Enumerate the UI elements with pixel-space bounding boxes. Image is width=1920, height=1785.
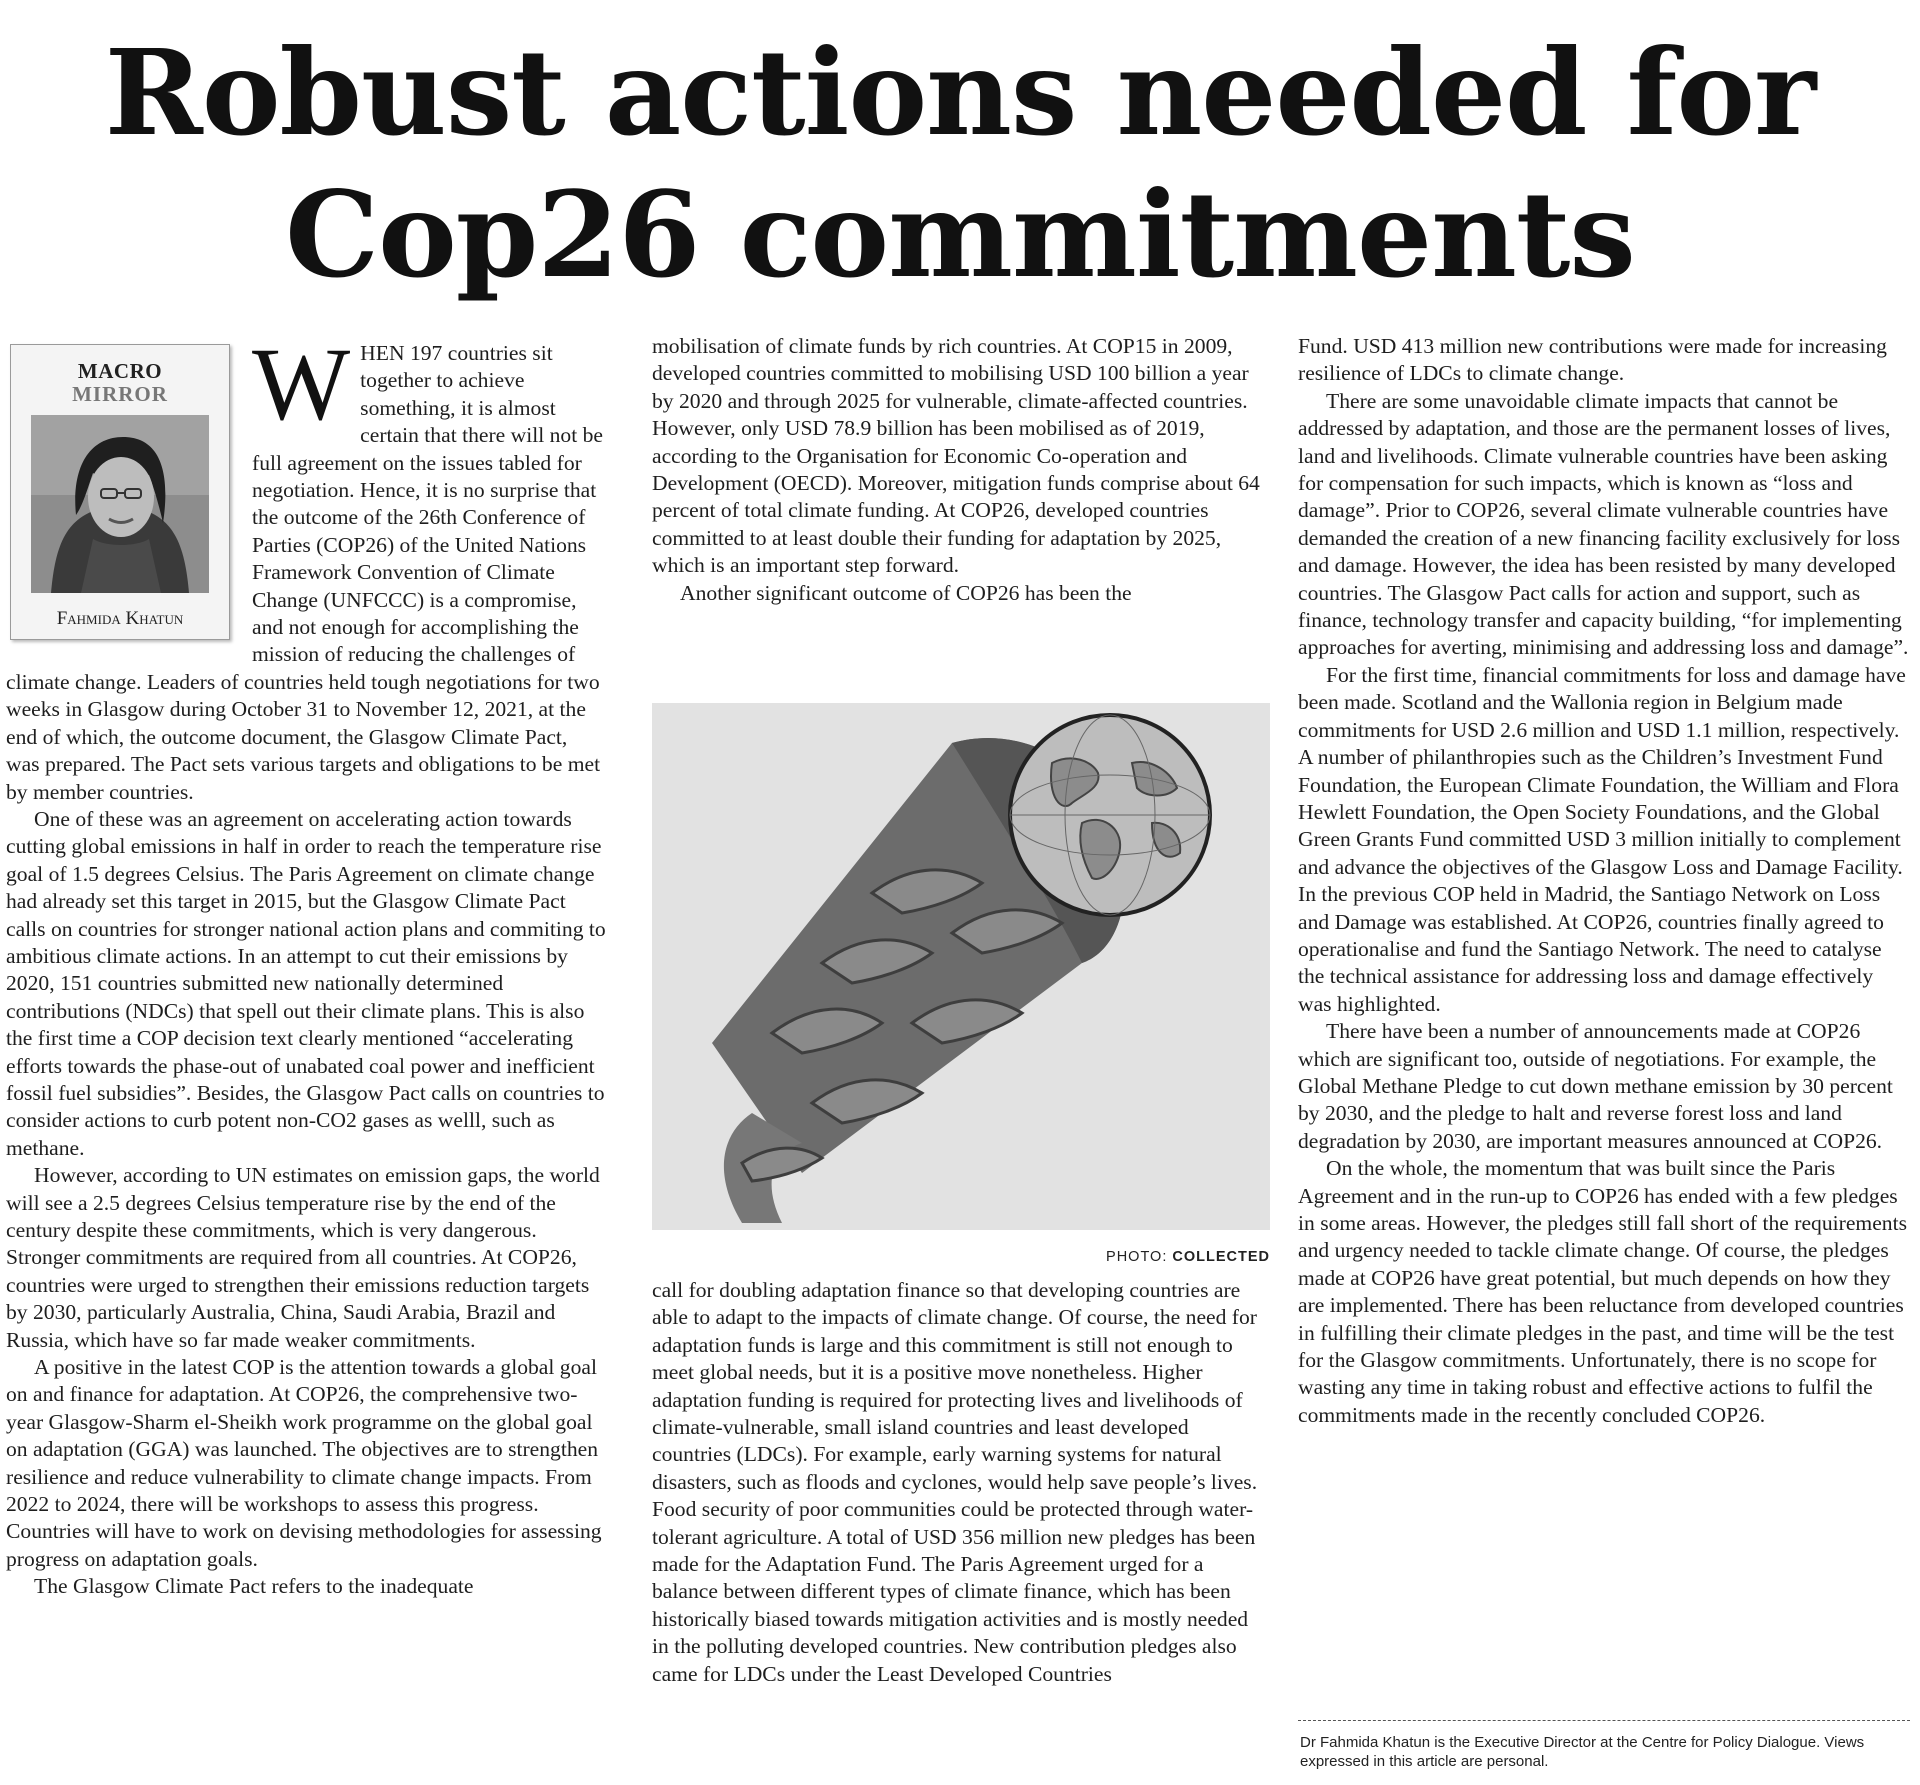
author-footnote: Dr Fahmida Khatun is the Executive Director at the Centre for Policy Dialogue. Views expressed in this article are personal. (1300, 1734, 1865, 1770)
paragraph: WHEN 197 countries sit together to achieve something, it is almost certain that there will not be full agreement on the issues tabled for negotiation. Hence, it is no surprise that the outcome of the 26th Conference of Parties (COP26) of the United Nations Framework Convention of Climate Change (UNFCCC) is a compromise, and not enough for accomplishing the mission of reducing the challenges of climate change. Leaders of countries held tough negotiations for two weeks in Glasgow during October 31 to November 12, 2021, at the end of which, the outcome document, the Glasgow Climate Pact, was prepared. The Pact sets various targets and obligations to be met by member countries. (6, 327, 604, 804)
drop-cap: W (252, 327, 351, 442)
paragraph: The Glasgow Climate Pact refers to the inadequate (34, 1574, 474, 1599)
article-column-2-top (652, 333, 1264, 607)
headline: Robust actions needed for Cop26 commitments (104, 23, 1816, 304)
article-column-3 (1298, 333, 1910, 1429)
author-portrait-icon (31, 415, 209, 593)
paragraph: Another significant outcome of COP26 has been the (680, 580, 1132, 605)
author-name: Fahmida Khatun (56, 608, 184, 629)
photo-credit: PHOTO: COLLECTED (1106, 1249, 1270, 1265)
footnote-divider (1298, 1720, 1910, 1721)
paragraph: mobilisation of climate funds by rich countries. At COP15 in 2009, developed countries committed to mobilising USD 100 billion a year by 2020 and through 2025 for vulnerable, climate-affected countries. However, only USD 78.9 billion has been mobilised as of 2019, according to the Organisation for Economic Co-operation and Development (OECD). Moreover, mitigation funds comprise about 64 percent of total climate funding. At COP26, developed countries committed to at least double their funding for adaptation by 2025, which is an important step forward. (652, 334, 1260, 578)
paragraph: A positive in the latest COP is the attention towards a global goal on and finance for adaptation. At COP26, the comprehensive two-year Glasgow-Sharm el-Sheikh work programme on the global goal on adaptation (GGA) was launched. The objectives are to strengthen resilience and reduce vulnerability to climate change impacts. From 2022 to 2024, there will be workshops to assess this progress. Countries will have to work on devising methodologies for assessing progress on adaptation goals. (6, 1355, 602, 1571)
article-column-1 (6, 327, 606, 1601)
paragraph: There have been a number of announcements made at COP26 which are significant too, outside of negotiations. For example, the Global Methane Pledge to cut down methane emission by 30 percent by 2030, and the pledge to halt and reverse forest loss and land degradation by 2030, are important measures announced at COP26. (1298, 1019, 1893, 1153)
paragraph: On the whole, the momentum that was built since the Paris Agreement and in the run-up to COP26 has ended with a few pledges in some areas. However, the pledges still fall short of the requirements and urgency needed to tackle climate change. Of course, the pledges made at COP26 have great potential, but much depends on how they are implemented. There has been reluctance from developed countries in fulfilling their climate pledges in the past, and time will be the test for the Glasgow commitments. Unfortunately, there is no scope for wasting any time in taking robust and effective actions to fulfil the commitments made in the recently concluded COP26. (1298, 1156, 1907, 1427)
column-byline-box (10, 344, 230, 640)
paragraph: However, according to UN estimates on emission gaps, the world will see a 2.5 degrees Celsius temperature rise by the end of the century despite these commitments, which is very dangerous. Stronger commitments are required from all countries. At COP26, countries were urged to strengthen their emissions reduction targets by 2030, particularly Australia, China, Saudi Arabia, Brazil and Russia, which have so far made weaker commitments. (6, 1163, 600, 1352)
column-name-line2: MIRROR (72, 382, 168, 406)
paragraph: One of these was an agreement on accelerating action towards cutting global emissions in half in order to reach the temperature rise goal of 1.5 degrees Celsius. The Paris Agreement on climate change had already set this target in 2015, but the Glasgow Climate Pact calls on countries for stronger national action plans and commiting to ambitious climate actions. In an attempt to cut their emissions by 2020, 151 countries submitted new nationally determined contributions (NDCs) that spell out their climate plans. This is also the first time a COP decision text clearly mentioned “accelerating efforts towards the phase-out of unabated coal power and inefficient fossil fuel subsidies”. Besides, the Glasgow Pact calls on countries to consider actions to curb potent non-CO2 gases as welll, such as methane. (6, 806, 606, 1160)
article-column-2-bottom (652, 1277, 1264, 1688)
column-name-line1: MACRO (77, 359, 163, 383)
paragraph: call for doubling adaptation finance so that developing countries are able to adapt to the impacts of climate change. Of course, the need for adaptation funds is large and this commitment is still not enough to meet global needs, but it is a positive move nonetheless. Higher adaptation funding is required for protecting lives and livelihoods of climate-vulnerable, small island countries and least developed countries (LDCs). For example, early warning systems for natural disasters, such as floods and cyclones, would help save people’s lives. Food security of poor communities could be protected through water-tolerant agriculture. A total of USD 356 million new pledges has been made for the Adaptation Fund. The Paris Agreement urged for a balance between different types of climate finance, which has been historically biased towards mitigation activities and is mostly needed in the polluting developed countries. New contribution pledges also came for LDCs under the Least Developed Countries (652, 1278, 1258, 1686)
megaphone-globe-hands-icon (652, 703, 1270, 1230)
paragraph: There are some unavoidable climate impacts that cannot be addressed by adaptation, and those are the permanent losses of lives, land and livelihoods. Climate vulnerable countries have been asking for compensation for such impacts, which is known as “loss and damage”. Prior to COP26, several climate vulnerable countries have demanded the creation of a new financing facility exclusively for loss and damage. However, the idea has been resisted by many developed countries. The Glasgow Pact calls for action and support, such as finance, technology transfer and capacity building, “for implementing approaches for averting, minimising and addressing loss and damage”. (1298, 388, 1909, 660)
paragraph: For the first time, financial commitments for loss and damage have been made. Scotland and the Wallonia region in Belgium made commitments for USD 2.6 million and USD 1.1 million, respectively. A number of philanthropies such as the Children’s Investment Fund Foundation, the European Climate Foundation, the William and Flora Hewlett Foundation, the Open Society Foundations, and the Global Green Grants Fund committed USD 3 million initially to complement and advance the objectives of the Glasgow Loss and Damage Facility. In the previous COP held in Madrid, the Santiago Network on Loss and Damage was established. At COP26, countries finally agreed to operationalise and fund the Santiago Network. The need to catalyse the technical assistance for addressing loss and damage effectively was highlighted. (1298, 662, 1906, 1016)
paragraph: Fund. USD 413 million new contributions were made for increasing resilience of LDCs to climate change. (1298, 334, 1887, 386)
